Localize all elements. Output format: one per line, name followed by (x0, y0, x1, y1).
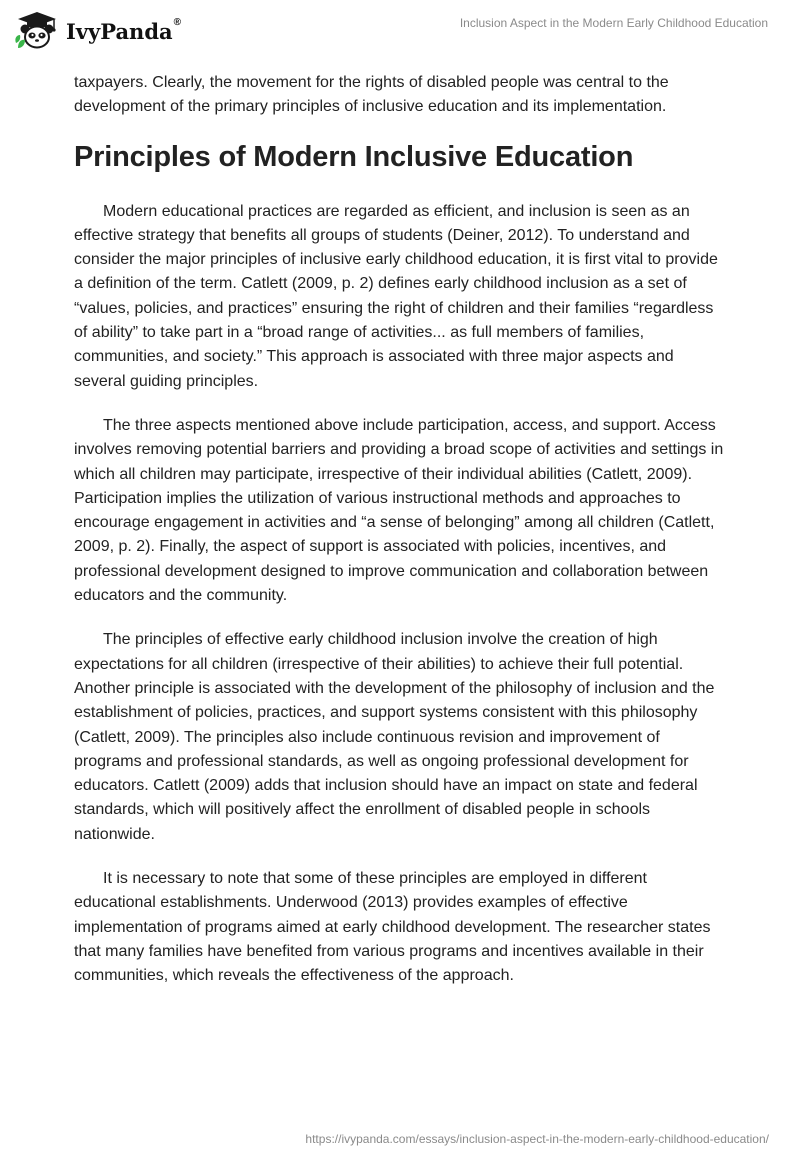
body-paragraph: The three aspects mentioned above include participation, access, and support. Access involves removing potential barriers and providing a broad scope of activities and settings in which all children may participate, irrespective of their individual abilities (Catlett, 2009). Participation implies the utilization of various instructional methods and approaches to encourage engagement in activities and “a sense of belonging” among all children (Catlett, 2009, p. 2). Finally, the aspect of support is associated with policies, incentives, and professional development designed to improve communication and collaboration between educators and the community. (74, 416, 724, 605)
section-heading: Principles of Modern Inclusive Education (74, 140, 634, 173)
body-paragraph: It is necessary to note that some of these principles are employed in different educational establishments. Underwood (2013) provides examples of effective implementation of programs aimed at early childhood development. The researcher states that many families have benefited from various programs and incentives available in their communities, which reveals the effectiveness of the approach. (74, 870, 711, 985)
source-url[interactable]: https://ivypanda.com/essays/inclusion-aspect-in-the-modern-early-childhood-education/ (305, 1132, 769, 1146)
logo-name: IvyPanda (66, 18, 173, 44)
registered-mark: ® (173, 16, 181, 28)
body-paragraph: Modern educational practices are regarded as efficient, and inclusion is seen as an effective strategy that benefits all groups of students (Deiner, 2012). To understand and consider the major principles of inclusive early childhood education, it is first vital to provide a definition of the term. Catlett (2009, p. 2) defines early childhood inclusion as a set of “values, policies, and practices” ensuring the right of children and their families “regardless of ability” to take part in a “broad range of activities... as full members of families, communities, and society.” This approach is associated with three major aspects and several guiding principles. (74, 202, 718, 390)
logo-wordmark (66, 16, 181, 44)
ivypanda-logo[interactable] (12, 10, 181, 50)
body-paragraph: The principles of effective early childhood inclusion involve the creation of high expectations for all children (irrespective of their abilities) to achieve their full potential. Another principle is associated with the development of the philosophy of inclusion and the establishment of policies, practices, and support systems consistent with this philosophy (Catlett, 2009). The principles also include continuous revision and improvement of programs and professional standards, as well as ongoing professional development for educators. Catlett (2009) adds that inclusion should have an impact on state and federal standards, which will positively affect the enrollment of disabled people in schools nationwide. (74, 631, 715, 843)
document-title: Inclusion Aspect in the Modern Early Childhood Education (459, 16, 768, 30)
essay-content (74, 71, 728, 1009)
panda-mascot-icon (12, 10, 62, 50)
page-header (0, 0, 800, 64)
intro-paragraph: taxpayers. Clearly, the movement for the rights of disabled people was central to the development of the primary principles of inclusive education and its implementation. (74, 74, 669, 116)
